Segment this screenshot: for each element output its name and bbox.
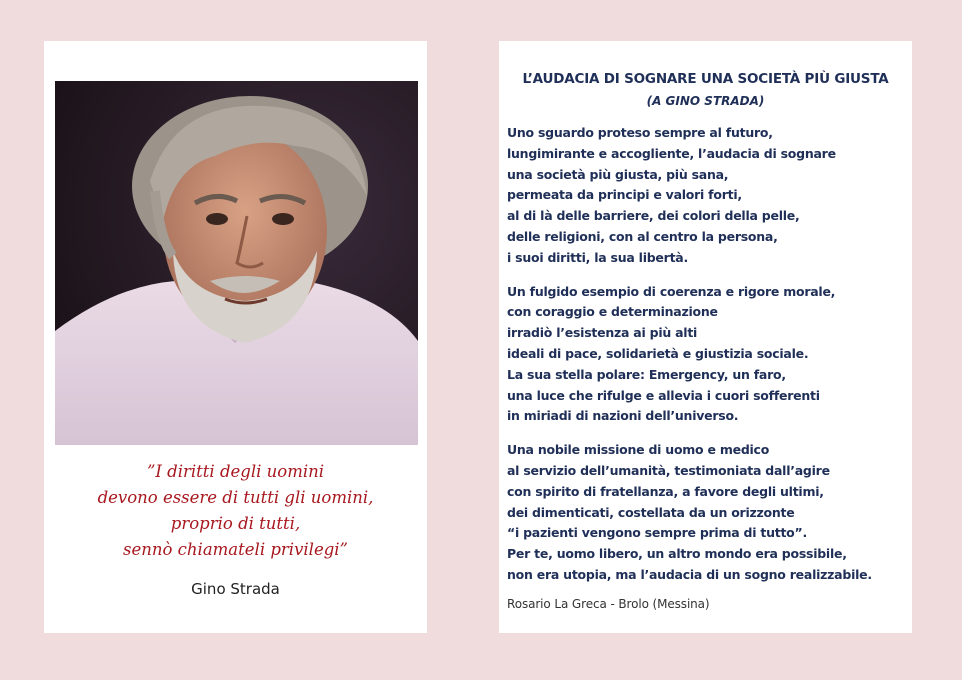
poem-line: Un fulgido esempio di coerenza e rigore morale, [507, 283, 836, 299]
poem-title: L’AUDACIA DI SOGNARE UNA SOCIETÀ PIÙ GIUSTA [522, 71, 889, 87]
portrait-photo [55, 81, 418, 445]
poem-line: delle religioni, con al centro la persona, [507, 228, 778, 244]
poem-line: Per te, uomo libero, un altro mondo era possibile, [507, 546, 847, 562]
poem-line: al servizio dell’umanità, testimoniata dall’agire [507, 462, 830, 478]
poem-line: con coraggio e determinazione [507, 304, 718, 320]
stanza-3 [507, 440, 907, 586]
poem-line: non era utopia, ma l’audacia di un sogno realizzabile. [507, 566, 872, 582]
poem-line: La sua stella polare: Emergency, un faro, [507, 366, 786, 382]
poem-line: una luce che rifulge e allevia i cuori sofferenti [507, 387, 820, 403]
poem-line: permeata da principi e valori forti, [507, 187, 742, 203]
poem-signature: Rosario La Greca - Brolo (Messina) [507, 597, 710, 611]
poem-line: al di là delle barriere, dei colori della pelle, [507, 208, 800, 224]
poem-line: con spirito di fratellanza, a favore degli ultimi, [507, 483, 824, 499]
poem-line: in miriadi di nazioni dell’universo. [507, 408, 739, 424]
poem-card [499, 41, 912, 633]
poem-line: una società più giusta, più sana, [507, 166, 729, 182]
quote-author: Gino Strada [191, 580, 280, 598]
quote-line: proprio di tutti, [170, 514, 301, 533]
quote-line: sennò chiamateli privilegi” [123, 540, 348, 559]
poem-line: i suoi diritti, la sua libertà. [507, 249, 688, 265]
poem-subtitle: (A GINO STRADA) [646, 94, 765, 108]
poem-line: irradiò l’esistenza ai più alti [507, 325, 698, 341]
quote-line: ”I diritti degli uomini [146, 462, 325, 481]
poem-line: Una nobile missione di uomo e medico [507, 442, 770, 458]
poem-line: lungimirante e accogliente, l’audacia di sognare [507, 145, 836, 161]
poem-line: ideali di pace, solidarietà e giustizia sociale. [507, 345, 809, 361]
quote-line: devono essere di tutti gli uomini, [97, 488, 374, 507]
stanza-1 [507, 123, 907, 269]
quote-text [44, 459, 427, 563]
poem-line: “i pazienti vengono sempre prima di tutto”. [507, 525, 807, 541]
poem-body [507, 123, 907, 599]
poem-line: Uno sguardo proteso sempre al futuro, [507, 125, 773, 140]
stanza-2 [507, 282, 907, 428]
poem-line: dei dimenticati, costellata da un orizzonte [507, 504, 795, 520]
quote-card [44, 41, 427, 633]
